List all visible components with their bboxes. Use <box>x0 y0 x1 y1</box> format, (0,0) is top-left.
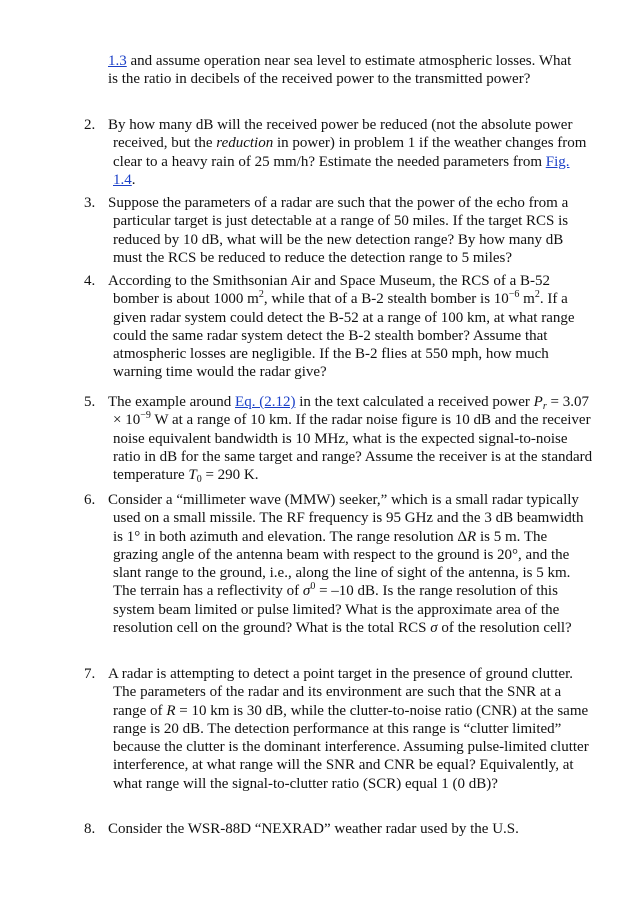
problem-number: 3. <box>84 195 96 211</box>
problem-3: 3. Suppose the parameters of a radar are such that the power of the echo from a particular target is just detectable at a range of 50 miles. If the target RCS is reduced by 10 dB, what will be the new detection range? By how many dB must the RCS be reduced to reduce the detection range to 5 miles? <box>84 195 569 266</box>
problem-number: 8. <box>84 821 96 837</box>
ref-link-fig-1-4[interactable]: Fig. 1.4 <box>113 153 570 188</box>
problem-number: 7. <box>84 666 96 682</box>
problem-number: 4. <box>84 273 96 289</box>
problem-6: 6. Consider a “millimeter wave (MMW) seeker,” which is a small radar typically used on a small missile. The RF frequency is 95 GHz and the 3 dB beamwidth is 1° in both azimuth and elevation. The range resolution ΔR is 5 m. The grazing angle of the antenna beam with respect to the ground is 20°, and the slant range to the ground, i.e., along the line of sight of the antenna, is 5 km. The terrain has a reflectivity of $\sigma^0 = -10$ dB. Is the range resolution of this system beam limited or pulse limited? What is the approximate area of the resolution cell on the ground? What is the total RCS σ of the resolution cell? <box>84 492 584 637</box>
problem-number: 2. <box>84 117 96 133</box>
problem-5: 5. The example around Eq. (2.12) in the text calculated a received power $P_r = 3.07 \times 10^{-9}$ W at a range of 10 km. If the radar noise figure is 10 dB and the receiver noise equivalent bandwidth is 10 MHz, what is the expected signal-to-noise ratio in dB for the same target and range? Assume the receiver is at the standard temperature $T_0 = 290$ K. <box>84 394 593 486</box>
ref-link-1-3[interactable]: 1.3 <box>108 53 127 69</box>
problem-1-text: and assume operation near sea level to estimate atmospheric losses. What is the ratio in decibels of the received power to the transmitted power? <box>108 53 572 88</box>
problem-4: 4. According to the Smithsonian Air and Space Museum, the RCS of a B-52 bomber is about 1000 $m^2$, while that of a B-2 stealth bomber is $10^{-6}$ $m^2$. If a given radar system could detect the B-52 at a range of 100 km, at what range could the same radar system detect the B-2 stealth bomber? Assume that atmospheric losses are negligible. If the B-2 flies at 550 mph, how much warning time would the radar give? <box>84 273 575 381</box>
problem-2: 2. By how many dB will the received power be reduced (not the absolute power received, but the reduction in power) in problem 1 if the weather changes from clear to a heavy rain of 25 mm/h? Estimate the needed parameters from Fig. 1.4. <box>84 117 587 188</box>
problem-1-continuation <box>108 52 578 89</box>
problem-7: 7. A radar is attempting to detect a point target in the presence of ground clutter. The parameters of the radar and its environment are such that the SNR at a range of R = 10 km is 30 dB, while the clutter-to-noise ratio (CNR) at the same range is 20 dB. The detection performance at this range is “clutter limited” because the clutter is the dominant interference. Assuming pulse-limited clutter interference, at what range will the SNR and CNR be equal? Equivalently, at what range will the signal-to-clutter ratio (SCR) equal 1 (0 dB)? <box>84 666 589 792</box>
problem-number: 5. <box>84 394 96 410</box>
ref-link-eq-2-12[interactable]: Eq. (2.12) <box>235 394 296 410</box>
problem-number: 6. <box>84 492 96 508</box>
problem-8: 8. Consider the WSR-88D “NEXRAD” weather radar used by the U.S. <box>84 821 519 837</box>
